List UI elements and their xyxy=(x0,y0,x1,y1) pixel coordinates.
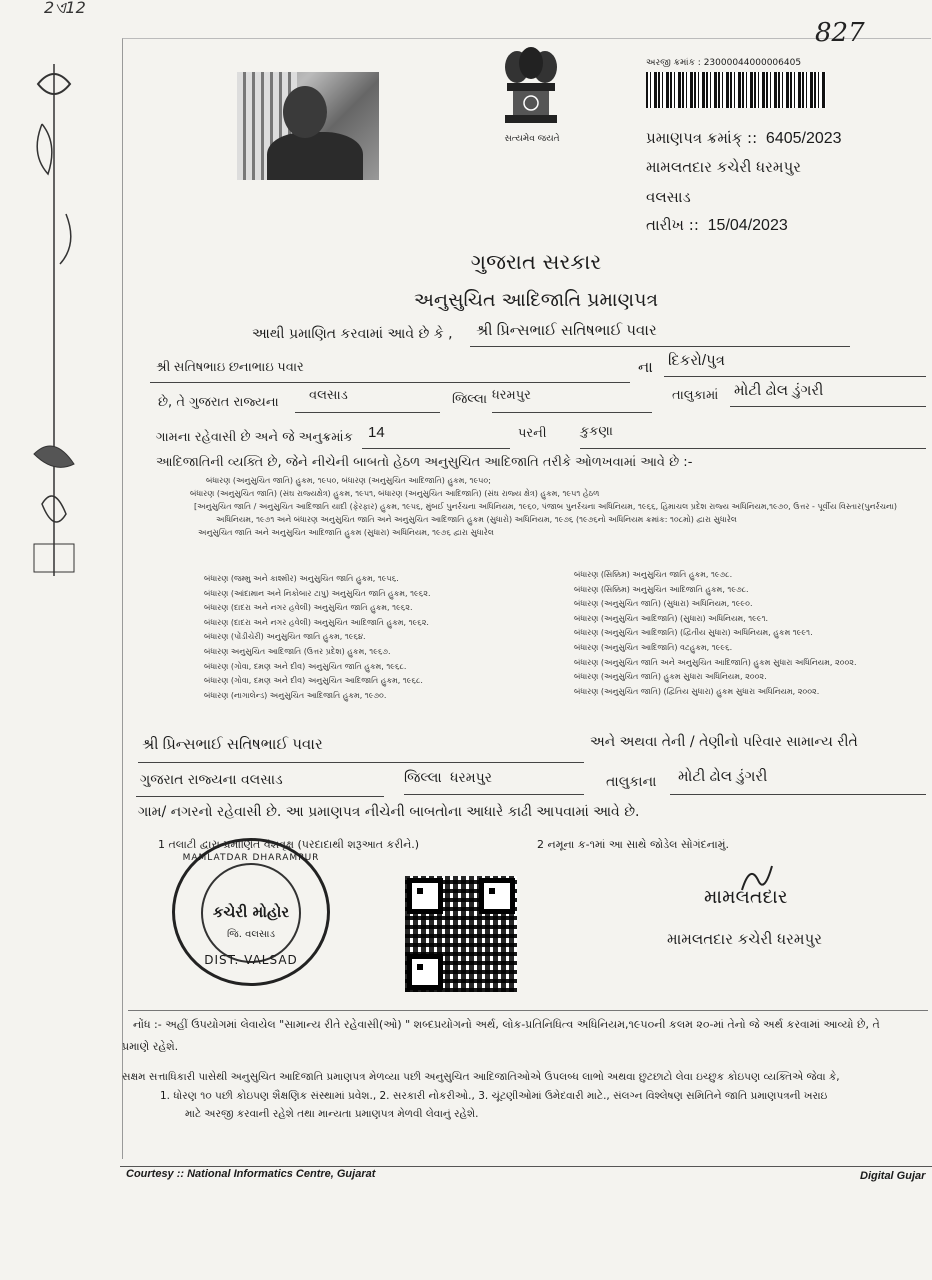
orders-left-item: બંધારણ (જમ્મુ અને કાશ્મીર) અનુસુચિત જાતિ હુકમ, ૧૯૫૬. xyxy=(204,574,399,583)
state-district-field xyxy=(136,772,384,797)
office-seal xyxy=(172,838,330,986)
of-text: પરની xyxy=(518,426,547,441)
applicant-name: શ્રી પ્રિન્સભાઈ સતિષભાઈ પવાર xyxy=(476,322,657,339)
state-district-value: ગુજરાત રાજ્યના વલસાડ xyxy=(140,772,283,788)
barcode xyxy=(646,72,826,108)
date-row xyxy=(646,216,788,235)
orders-left-item: બંધારણ અનુસુચિત આદિજાતિ (ઉત્તર પ્રદેશ) હુકમ, ૧૯૬૭. xyxy=(204,646,391,656)
issuing-office: મામલતદાર કચેરી ધરમપુર xyxy=(646,158,801,176)
footer-divider xyxy=(120,1166,932,1167)
application-number: અરજી ક્રમાંક : 23000044000006405 xyxy=(646,58,802,68)
qr-code xyxy=(405,876,517,992)
taluka-district-2: ધરમપુર xyxy=(450,770,493,786)
orders-left-item: બંધારણ (દાદરા અને નગર હવેલી) અનુસુચિત જાતિ હુકમ, ૧૯૬૨. xyxy=(204,603,413,613)
orders-right-item: બંધારણ (સિક્કિમ) અનુસુચિત જાતિ હુકમ, ૧૯૭૮. xyxy=(574,570,733,579)
parent-name-field xyxy=(150,358,630,383)
orders-left-item: બંધારણ (પોંડીચેરી) અનુસુચિત જાતિ હુકમ, ૧૯૬૪. xyxy=(204,632,366,642)
orders-top-list xyxy=(190,474,906,539)
state-text: છે, તે ગુજરાત રાજ્યના xyxy=(158,395,279,410)
village-field xyxy=(730,382,926,407)
na-text: ના xyxy=(638,358,653,376)
note-1b: પ્રમાણે રહેશે. xyxy=(122,1040,179,1053)
orders-right-item: બંધારણ (સિક્કિમ) અનુસુચિત આદિજાતિ હુકમ, ૧૯૭૮. xyxy=(574,584,749,594)
orders-right-item: બંધારણ (અનુસુચિત આદિજાતિ) (સુધારા) અધિનિયમ, ૧૯૯૧. xyxy=(574,613,769,623)
adijati-statement: આદિજાતિની વ્યક્તિ છે, જેને નીચેની બાબતો હેઠળ અનુસુચિત આદિજાતિ તરીકે ઓળખવામાં આવે છે :- xyxy=(156,455,693,470)
relation-value: દિકરો/પુત્ર xyxy=(668,352,725,369)
relation-field xyxy=(664,352,926,377)
seal-sub-text: જિ. વલસાડ xyxy=(227,929,275,940)
orders-left-item: બંધારણ (આંદામાન અને નિકોબાર ટાપુ) અનુસુચિત જાતિ હુકમ, ૧૯૬૨. xyxy=(204,588,431,598)
issuing-district: વલસાડ xyxy=(646,188,691,206)
orders-left-list xyxy=(204,572,544,703)
note-2: સક્ષમ સત્તાધિકારી પાસેથી અનુસુચિત આદિજાતિ પ્રમાણપત્ર મેળવ્યા પછી અનુસુચિત આદિજાતિઓએ ઉપલબ્ધ લાભો અથવા છુટછાટો લેવા ઇચ્છુક કોઇપણ વ્યક્તિએ જેવા કે, xyxy=(122,1071,840,1083)
tribe-field xyxy=(580,424,926,449)
taluka-district-field xyxy=(492,388,652,413)
seal-center-text: કચેરી મોહોર xyxy=(212,903,290,921)
orders-right-item: બંધારણ (અનુસુચિત આદિજાતિ) વટહુકમ, ૧૯૯૬. xyxy=(574,642,733,652)
village-value: મોટી ઢોલ ડુંગરી xyxy=(734,382,824,399)
orders-top-item: બંધારણ (અનુસુચિત જાતિ) (સંઘ રાજ્યક્ષેત્ર) હુકમ, ૧૯૫૧, બંધારણ (અનુસુચિત આદિજાતિ) (સંઘ રાજ્ય ક્ષેત્ર) હુકમ, ૧૯૫૧ હેઠળ xyxy=(190,489,600,498)
footer-right: Digital Gujar xyxy=(860,1170,926,1182)
seal-top-text: MAMLATDAR DHARAMPUR xyxy=(182,853,320,863)
orders-right-item: બંધારણ (અનુસુચિત જાતિ) (સુધારા) અધિનિયમ, ૧૯૯૦. xyxy=(574,599,753,609)
applicant-name-2-field xyxy=(138,736,584,763)
orders-left-item: બંધારણ (નાગાલેન્ડ) અનુસુચિત આદિજાતિ હુકમ, ૧૯૭૦. xyxy=(204,690,387,700)
district-value: વલસાડ xyxy=(309,388,348,403)
orders-left-item: બંધારણ (ગોવા, દમણ અને દીવ) અનુસુચિત જાતિ હુકમ, ૧૯૬૮. xyxy=(204,661,407,671)
seal-bottom-text: DIST. VALSAD xyxy=(204,953,298,967)
national-emblem-icon xyxy=(497,45,565,133)
orders-left-item: બંધારણ (ગોવા, દમણ અને દીવ) અનુસુચિત આદિજાતિ હુકમ, ૧૯૬૮. xyxy=(204,676,423,686)
and-or-text: અને અથવા તેની / તેણીનો પરિવાર સામાન્ય રીતે xyxy=(590,734,858,750)
orders-left-item: બંધારણ (દાદરા અને નગર હવેલી) અનુસુચિત આદિજાતિ હુકમ, ૧૯૬૨. xyxy=(204,617,429,627)
orders-top-item: બંધારણ (અનુસુચિત જાતિ) હુકમ, ૧૯૫૦, બંધારણ (અનુસુચિત આદિજાતિ) હુકમ, ૧૯૫૦; xyxy=(206,476,491,485)
applicant-name-2: શ્રી પ્રિન્સભાઈ સતિષભાઈ પવાર xyxy=(142,736,323,753)
signatory-office: મામલતદાર કચેરી ધરમપુર xyxy=(667,930,822,948)
emblem-caption: સત્યમેવ જયતે xyxy=(504,134,560,144)
resident-text: ગામના રહેવાસી છે અને જે અનુક્રમાંક xyxy=(156,430,353,445)
signatory-title: મામલતદાર xyxy=(704,886,788,908)
basis-item-2: 2 નમૂના ક-૧માં આ સાથે જોડેલ સોગંદનામું. xyxy=(537,838,729,851)
resident-text-2: ગામ/ નગરનો રહેવાસી છે. આ પ્રમાણપત્ર નીચેની બાબતોના આધારે કાઢી આપવામાં આવે છે. xyxy=(138,804,640,820)
taluka-label-2: તાલુકાના xyxy=(606,774,657,790)
notes-divider xyxy=(128,1010,928,1011)
footer-courtesy: Courtesy :: National Informatics Centre, Gujarat xyxy=(126,1168,376,1180)
note-3b: માટે અરજી કરવાની રહેશે તથા માન્યતા પ્રમાણપત્ર મેળવી લેવાનું રહેશે. xyxy=(185,1108,479,1120)
village-2-value: મોટી ઢોલ ડુંગરી xyxy=(678,768,768,785)
serial-number: 14 xyxy=(368,424,385,441)
note-3: 1. ધોરણ ૧૦ પછી કોઇપણ શૈક્ષણિક સંસ્થામાં પ્રવેશ., 2. સરકારી નોકરીઓ., 3. ચૂંટણીઓમાં ઉમેદવારી માટે., સંલગ્ન વિશ્લેષણ સમિતિને જાતિ પ્રમાણપત્રની ખરાઇ xyxy=(160,1090,828,1102)
district-field xyxy=(295,388,440,413)
orders-top-item: અનુસુચિત જાતિ અને અનુસુચિત આદિજાતિ હુકમ (સુધારા) અધિનિયમ, ૧૯૭૬ દ્વારા સુધારેલ xyxy=(198,528,494,537)
tribe-value: કુકણા xyxy=(580,424,613,439)
date-label: તારીખ :: xyxy=(646,216,699,234)
orders-right-item: બંધારણ (અનુસુચિત જાતિ અને અનુસુચિત આદિજાતિ) હુકમ સુધારા અધિનિયમ, ૨૦૦૨. xyxy=(574,657,857,667)
cert-number-label: પ્રમાણપત્ર ક્રમાંક્ :: xyxy=(646,129,758,147)
orders-top-item: અધિનિયમ, ૧૯૭૧ અને બંધારણ અનુસુચિત જાતિ અને અનુસુચિત આદિજાતિ હુકમ (સુધારો) અધિનિયમ, ૧૯૭૬ (૧૯૭૬નો અધિનિયમ ક્રમાંક: ૧૦૮મો) દ્વારા સુધારેલ xyxy=(216,515,737,524)
taluka-label: તાલુકામાં xyxy=(672,388,719,403)
note-1: નોંધ :- અહીં ઉપયોગમાં લેવાયેલ "સામાન્ય રીતે રહેવાસી(ઓ) " શબ્દપ્રયોગનો અર્થ, લોક-પ્રતિનિધિત્વ અધિનિયમ,૧૯૫૦ની કલમ ૨૦-માં તેનો જે અર્થ કરવામાં આવ્યો છે, તે xyxy=(133,1018,880,1031)
serial-number-field xyxy=(362,424,510,449)
orders-right-list xyxy=(574,568,914,699)
village-2-field xyxy=(670,768,926,795)
date-value: 15/04/2023 xyxy=(707,217,788,234)
district-2-field xyxy=(404,770,584,795)
basis-item-1: 1 તલાટી દ્વારા પ્રમાણિત વંશવૃક્ષ (પરદાદાથી શરૂઆત કરીને.) xyxy=(158,838,420,851)
orders-right-item: બંધારણ (અનુસુચિત જાતિ) (દ્વિતિય સુધારા) હુકમ સુધારા અધિનિયમ, ૨૦૦૨. xyxy=(574,686,820,696)
cert-number-value: 6405/2023 xyxy=(765,130,842,147)
applicant-photo xyxy=(237,72,379,180)
parent-name: શ્રી સતિષભાઇ છનાભાઇ પવાર xyxy=(156,359,304,374)
applicant-name-field xyxy=(470,322,850,347)
orders-right-item: બંધારણ (અનુસુચિત આદિજાતિ) (દ્વિતીય સુધારા) અધિનિયમ, હુકમ ૧૯૯૧. xyxy=(574,628,813,638)
orders-top-item: [અનુસુચિત જાતિ / અનુસુચિત આદિજાતિ યાદી (ફેરફાર) હુકમ, ૧૯૫૬, મુંબઈ પુનર્રચના અધિનિયમ, ૧૯૬૦, પંજાબ પુનર્રચના અધિનિયમ, ૧૯૬૬, હિમાચલ પ્રદેશ રાજ્ય અધિનિયમ,૧૯૭૦, ઉત્તર - પૂર્વીય વિસ્તાર(પુનર્રચના) xyxy=(194,502,898,511)
decorative-border-art xyxy=(28,64,80,576)
district-label-2: જિલ્લા xyxy=(404,770,442,786)
government-title: ગુજરાત સરકાર xyxy=(470,250,602,274)
certify-text: આથી પ્રમાણિત કરવામાં આવે છે કે , xyxy=(252,326,453,342)
certificate-title: અનુસુચિત આદિજાતિ પ્રમાણપત્ર xyxy=(413,289,659,311)
orders-right-item: બંધારણ (અનુસુચિત જાતિ) હુકમ સુધારા અધિનિયમ, ૨૦૦૨. xyxy=(574,672,767,682)
district-label: જિલ્લા xyxy=(452,392,488,407)
taluka-district-value: ધરમપુર xyxy=(492,388,531,403)
cert-number-row xyxy=(646,129,842,148)
handwritten-number: 827 xyxy=(815,18,865,48)
corner-handwriting: 2ଏ12 xyxy=(44,0,86,17)
